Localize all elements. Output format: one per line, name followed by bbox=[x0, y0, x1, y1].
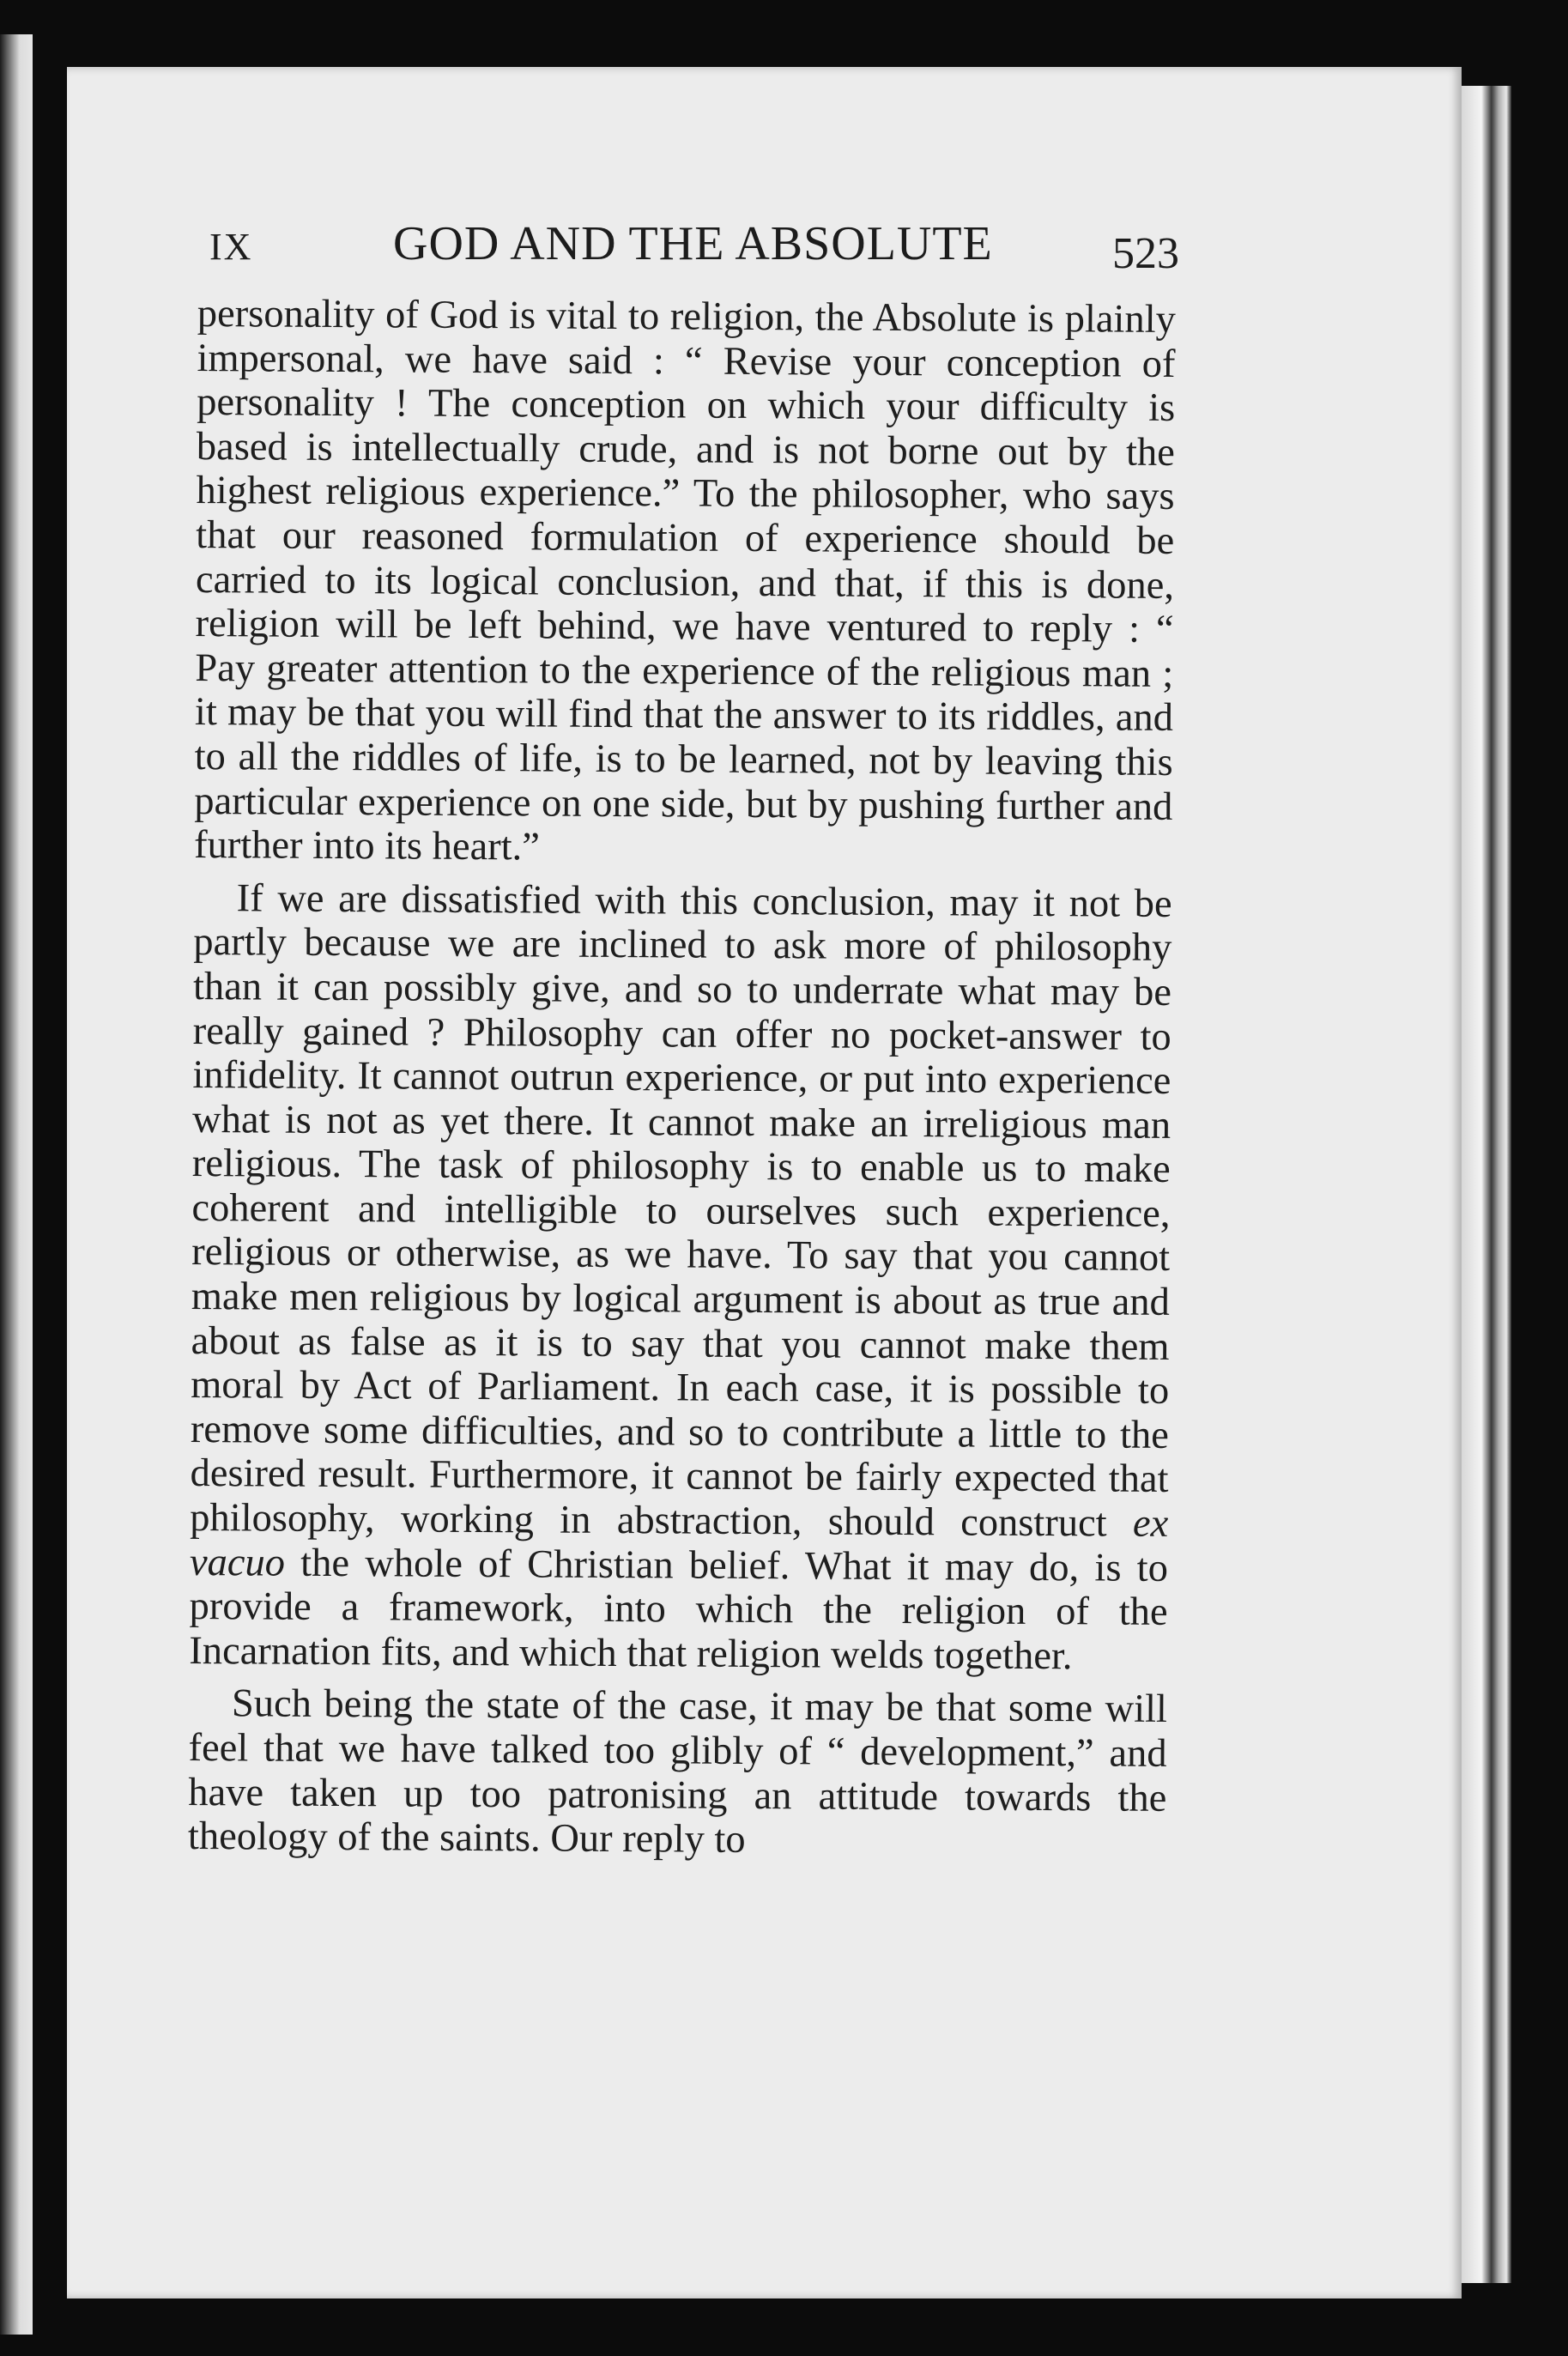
paragraph-1: personality of God is vital to religion, the Absolute is plainly impersonal, we have said : “ Revise your conception of personality ! The conception on which your difficulty is based is intellectually crude, and is not borne out by the highest religious experience.” To the philosopher, who says that our reasoned formulation of experience should be carried to its logical conclusion, and that, if this is done, religion will be left behind, we have ventured to reply : “ Pay greater attention to the experience of the religious man ; it may be that you will find that the answer to its riddles, and to all the riddles of life, is to be learned, not by leaving this particular experience on one side, but by pushing further and further into its heart.” bbox=[193, 292, 1176, 869]
latin-phrase: ex vacuo bbox=[189, 1501, 1169, 1585]
facing-page-edge bbox=[0, 34, 33, 2335]
running-header bbox=[209, 216, 1179, 276]
paragraph-3: Such being the state of the case, it may be that some will feel that we have talked too glibly of “ development,” and have taken up too patronising an attitude towards the theology of the saints. Our reply to bbox=[187, 1681, 1168, 1862]
chapter-number: IX bbox=[209, 226, 253, 268]
paragraph-2-part-2: the whole of Christian belief. What it may do, is to provide a framework, into which the religion of the Incarnation fits, and which that religion welds together. bbox=[189, 1541, 1169, 1679]
page-number: 523 bbox=[1112, 229, 1179, 278]
paragraph-2-part-1: If we are dissatisfied with this conclusion, may it not be partly because we are inclined to ask more of philosophy than it can possibly give, and so to underrate what may be really gained ? Philosophy can offer no pocket-answer to infidelity. It cannot outrun experience, or put into experience what is not as yet there. It cannot make an irreligious man religious. The task of philosophy is to enable us to make coherent and intelligible to ourselves such experience, religious or otherwise, as we have. To say that you cannot make men religious by logical argument is about as true and about as false as it is to say that you cannot make them moral by Act of Parliament. In each case, it is possible to remove some difficulties, and so to contribute a little to the desired result. Furthermore, it cannot be fairly expected that philosophy, working in abstraction, should construct bbox=[190, 876, 1172, 1546]
page-block-edge bbox=[1462, 86, 1511, 2283]
body-text bbox=[188, 292, 1176, 1865]
paragraph-2 bbox=[189, 876, 1172, 1680]
running-title: GOD AND THE ABSOLUTE bbox=[393, 217, 993, 270]
